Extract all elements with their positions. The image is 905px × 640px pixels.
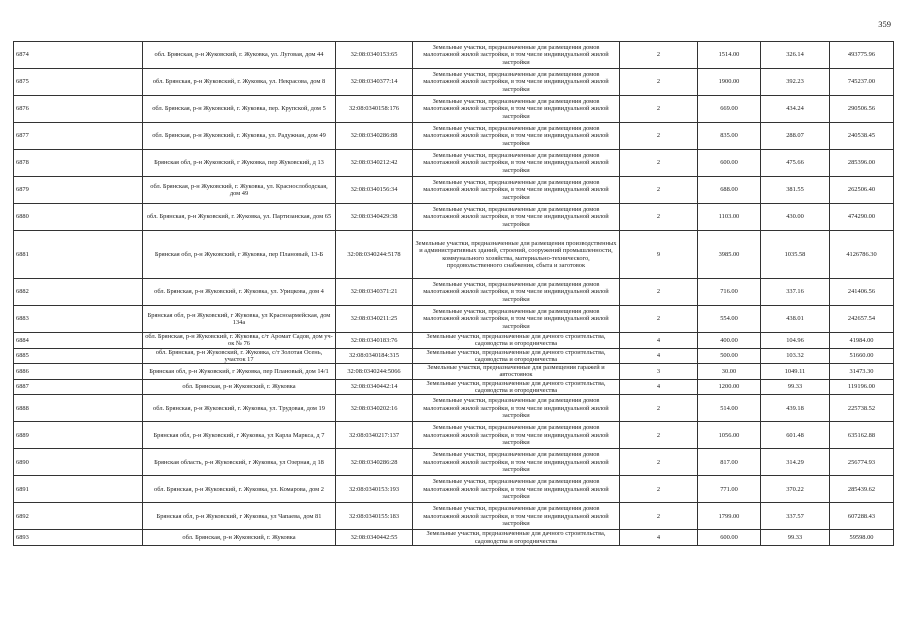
row-cadastral-number: 32:08:0340244:5066 [336,364,413,380]
row-cadastral-value: 242657.54 [830,306,894,333]
row-address: Брянская обл, р-н Жуковский, г Жуковка, ул Карла Маркса, д 7 [143,422,336,449]
row-cadastral-number: 32:08:0340371:21 [336,279,413,306]
row-unit-value: 1049.11 [761,364,830,380]
row-cadastral-number: 32:08:0340244:5178 [336,231,413,279]
row-cadastral-number: 32:08:0340153:65 [336,42,413,69]
table-row [14,123,894,150]
row-category: 4 [620,530,698,546]
row-area: 600.00 [698,150,761,177]
table-row [14,476,894,503]
table-row [14,150,894,177]
row-cadastral-value: 59598.00 [830,530,894,546]
row-cadastral-value: 607288.43 [830,503,894,530]
row-land-use: Земельные участки, предназначенные для размещения производственных и административных зданий, строений, сооружений промышленности, коммунального хозяйства, материально-технического, продовольственного снабжения, сбыта и заготовок [413,231,620,279]
row-cadastral-number: 32:08:0340156:34 [336,177,413,204]
row-address: обл. Брянская, р-н Жуковский, г. Жуковка [143,379,336,395]
row-unit-value: 381.55 [761,177,830,204]
row-land-use: Земельные участки, предназначенные для дачного строительства, садоводства и огородничества [413,348,620,364]
row-category: 2 [620,204,698,231]
row-area: 1200.00 [698,379,761,395]
row-category: 4 [620,379,698,395]
row-address: Брянская обл, р-н Жуковский, г Жуковка, ул Красноармейская, дом 134а [143,306,336,333]
row-cadastral-number: 32:08:0340184:315 [336,348,413,364]
row-address: обл. Брянская, р-н Жуковский, г. Жуковка, ул. Урицкова, дом 4 [143,279,336,306]
table-row [14,422,894,449]
row-category: 2 [620,123,698,150]
row-land-use: Земельные участки, предназначенные для размещения домов малоэтажной жилой застройки, в том числе индивидуальной жилой застройки [413,123,620,150]
table-row [14,503,894,530]
row-unit-value: 99.33 [761,530,830,546]
table-row [14,96,894,123]
row-land-use: Земельные участки, предназначенные для размещения домов малоэтажной жилой застройки, в том числе индивидуальной жилой застройки [413,422,620,449]
row-category: 2 [620,395,698,422]
row-cadastral-value: 51660.00 [830,348,894,364]
row-cadastral-number: 32:08:0340442:55 [336,530,413,546]
row-unit-value: 104.96 [761,333,830,349]
row-area: 1514.00 [698,42,761,69]
table-row [14,530,894,546]
row-category: 2 [620,150,698,177]
row-category: 2 [620,306,698,333]
row-unit-value: 314.29 [761,449,830,476]
table-row [14,395,894,422]
table-row [14,449,894,476]
row-area: 554.00 [698,306,761,333]
row-unit-value: 337.16 [761,279,830,306]
row-address: обл. Брянская, р-н Жуковский, г. Жуковка [143,530,336,546]
row-number: 6876 [14,96,143,123]
row-category: 4 [620,333,698,349]
row-cadastral-value: 4126786.30 [830,231,894,279]
land-registry-table [13,41,894,546]
row-cadastral-number: 32:08:0340377:14 [336,69,413,96]
row-cadastral-value: 493775.96 [830,42,894,69]
row-land-use: Земельные участки, предназначенные для размещения домов малоэтажной жилой застройки, в том числе индивидуальной жилой застройки [413,449,620,476]
row-category: 9 [620,231,698,279]
table-row [14,177,894,204]
row-land-use: Земельные участки, предназначенные для размещения домов малоэтажной жилой застройки, в том числе индивидуальной жилой застройки [413,204,620,231]
row-address: обл. Брянская, р-н Жуковский, г. Жуковка, ул. Трудовая, дом 19 [143,395,336,422]
table-row [14,279,894,306]
row-category: 2 [620,422,698,449]
table-row [14,231,894,279]
table-row [14,379,894,395]
row-cadastral-value: 31473.30 [830,364,894,380]
row-land-use: Земельные участки, предназначенные для размещения домов малоэтажной жилой застройки, в том числе индивидуальной жилой застройки [413,150,620,177]
row-unit-value: 1035.58 [761,231,830,279]
row-land-use: Земельные участки, предназначенные для дачного строительства, садоводства и огородничества [413,333,620,349]
row-cadastral-value: 635162.88 [830,422,894,449]
row-number: 6878 [14,150,143,177]
row-cadastral-number: 32:08:0340429:38 [336,204,413,231]
row-address: Брянская обл, р-н Жуковский, г Жуковка, пер Жуковский, д 13 [143,150,336,177]
row-land-use: Земельные участки, предназначенные для дачного строительства, садоводства и огородничества [413,379,620,395]
row-cadastral-value: 256774.93 [830,449,894,476]
row-land-use: Земельные участки, предназначенные для размещения домов малоэтажной жилой застройки, в том числе индивидуальной жилой застройки [413,42,620,69]
row-land-use: Земельные участки, предназначенные для размещения домов малоэтажной жилой застройки, в том числе индивидуальной жилой застройки [413,177,620,204]
row-cadastral-value: 240538.45 [830,123,894,150]
row-category: 2 [620,69,698,96]
row-area: 600.00 [698,530,761,546]
row-land-use: Земельные участки, предназначенные для размещения домов малоэтажной жилой застройки, в том числе индивидуальной жилой застройки [413,306,620,333]
row-category: 2 [620,503,698,530]
row-unit-value: 438.01 [761,306,830,333]
row-number: 6888 [14,395,143,422]
row-cadastral-number: 32:08:0340158:176 [336,96,413,123]
row-number: 6875 [14,69,143,96]
row-land-use: Земельные участки, предназначенные для размещения домов малоэтажной жилой застройки, в том числе индивидуальной жилой застройки [413,279,620,306]
table-row [14,348,894,364]
row-cadastral-value: 290506.56 [830,96,894,123]
row-address: Брянская обл, р-н Жуковский, г Жуковка, ул Чапаева, дом 81 [143,503,336,530]
row-number: 6882 [14,279,143,306]
row-number: 6877 [14,123,143,150]
row-land-use: Земельные участки, предназначенные для размещения домов малоэтажной жилой застройки, в том числе индивидуальной жилой застройки [413,395,620,422]
row-category: 2 [620,279,698,306]
row-area: 1103.00 [698,204,761,231]
row-cadastral-number: 32:08:0340202:16 [336,395,413,422]
table-row [14,306,894,333]
row-number: 6889 [14,422,143,449]
row-address: обл. Брянская, р-н Жуковский, г. Жуковка, ул. Партизанская, дом 65 [143,204,336,231]
row-area: 669.00 [698,96,761,123]
row-number: 6887 [14,379,143,395]
row-category: 2 [620,476,698,503]
row-cadastral-value: 241406.56 [830,279,894,306]
row-cadastral-number: 32:08:0340286:28 [336,449,413,476]
row-cadastral-value: 225738.52 [830,395,894,422]
row-cadastral-value: 285396.00 [830,150,894,177]
row-address: обл. Брянская, р-н Жуковский, г. Жуковка, с/т Аромат Садов, дом уч-ок № 76 [143,333,336,349]
row-address: обл. Брянская, р-н Жуковский, г. Жуковка, ул. Некрасова, дом 8 [143,69,336,96]
row-number: 6893 [14,530,143,546]
row-address: обл. Брянская, р-н Жуковский, г. Жуковка, ул. Луговая, дом 44 [143,42,336,69]
row-category: 3 [620,364,698,380]
row-cadastral-value: 745237.00 [830,69,894,96]
row-area: 1900.00 [698,69,761,96]
row-category: 2 [620,42,698,69]
row-unit-value: 392.23 [761,69,830,96]
row-cadastral-number: 32:08:0340286:88 [336,123,413,150]
row-land-use: Земельные участки, предназначенные для размещения домов малоэтажной жилой застройки, в том числе индивидуальной жилой застройки [413,96,620,123]
row-category: 2 [620,96,698,123]
row-unit-value: 288.07 [761,123,830,150]
row-area: 688.00 [698,177,761,204]
row-unit-value: 475.66 [761,150,830,177]
row-unit-value: 370.22 [761,476,830,503]
row-area: 3985.00 [698,231,761,279]
row-category: 2 [620,449,698,476]
row-cadastral-number: 32:08:0340211:25 [336,306,413,333]
row-area: 817.00 [698,449,761,476]
row-area: 771.00 [698,476,761,503]
row-land-use: Земельные участки, предназначенные для размещения домов малоэтажной жилой застройки, в том числе индивидуальной жилой застройки [413,503,620,530]
row-area: 400.00 [698,333,761,349]
row-address: обл. Брянская, р-н Жуковский, г. Жуковка, ул. Краснослободская, дом 49 [143,177,336,204]
row-area: 1056.00 [698,422,761,449]
row-cadastral-value: 41984.00 [830,333,894,349]
row-unit-value: 337.57 [761,503,830,530]
row-number: 6880 [14,204,143,231]
row-cadastral-value: 285439.62 [830,476,894,503]
row-area: 1799.00 [698,503,761,530]
row-number: 6881 [14,231,143,279]
row-area: 716.00 [698,279,761,306]
row-number: 6885 [14,348,143,364]
row-unit-value: 434.24 [761,96,830,123]
row-address: обл. Брянская, р-н Жуковский, г. Жуковка, ул. Радужная, дом 49 [143,123,336,150]
row-unit-value: 99.33 [761,379,830,395]
row-unit-value: 601.48 [761,422,830,449]
row-number: 6890 [14,449,143,476]
row-number: 6886 [14,364,143,380]
row-cadastral-number: 32:08:0340155:183 [336,503,413,530]
row-cadastral-number: 32:08:0340442:14 [336,379,413,395]
row-address: Брянская обл, р-н Жуковский, г Жуковка, пер Плановый, 13-Б [143,231,336,279]
table-row [14,204,894,231]
row-address: обл. Брянская, р-н Жуковский, г. Жуковка, ул. Комарова, дом 2 [143,476,336,503]
row-cadastral-value: 262506.40 [830,177,894,204]
row-cadastral-number: 32:08:0340212:42 [336,150,413,177]
row-area: 514.00 [698,395,761,422]
row-unit-value: 439.18 [761,395,830,422]
row-area: 500.00 [698,348,761,364]
row-cadastral-number: 32:08:0340153:193 [336,476,413,503]
row-unit-value: 430.00 [761,204,830,231]
table-row [14,42,894,69]
row-number: 6891 [14,476,143,503]
row-address: Брянская область, р-н Жуковский, г Жуковка, ул Озерная, д 18 [143,449,336,476]
row-area: 835.00 [698,123,761,150]
row-number: 6874 [14,42,143,69]
table-row [14,364,894,380]
row-address: обл. Брянская, р-н Жуковский, г. Жуковка, с/т Золотая Осень, участок 17 [143,348,336,364]
page-number: 359 [878,19,891,29]
row-land-use: Земельные участки, предназначенные для размещения гаражей и автостоянок [413,364,620,380]
row-land-use: Земельные участки, предназначенные для дачного строительства, садоводства и огородничества [413,530,620,546]
table-row [14,333,894,349]
row-cadastral-value: 474290.00 [830,204,894,231]
row-land-use: Земельные участки, предназначенные для размещения домов малоэтажной жилой застройки, в том числе индивидуальной жилой застройки [413,69,620,96]
row-address: Брянская обл, р-н Жуковский, г Жуковка, пер Плановый, дом 14/1 [143,364,336,380]
row-unit-value: 103.32 [761,348,830,364]
row-number: 6879 [14,177,143,204]
table-row [14,69,894,96]
row-cadastral-number: 32:08:0340183:76 [336,333,413,349]
row-land-use: Земельные участки, предназначенные для размещения домов малоэтажной жилой застройки, в том числе индивидуальной жилой застройки [413,476,620,503]
row-category: 4 [620,348,698,364]
row-unit-value: 326.14 [761,42,830,69]
row-number: 6892 [14,503,143,530]
row-cadastral-value: 119196.00 [830,379,894,395]
row-category: 2 [620,177,698,204]
row-number: 6884 [14,333,143,349]
row-area: 30.00 [698,364,761,380]
row-cadastral-number: 32:08:0340217:137 [336,422,413,449]
row-number: 6883 [14,306,143,333]
row-address: обл. Брянская, р-н Жуковский, г. Жуковка, пер. Крупской, дом 5 [143,96,336,123]
